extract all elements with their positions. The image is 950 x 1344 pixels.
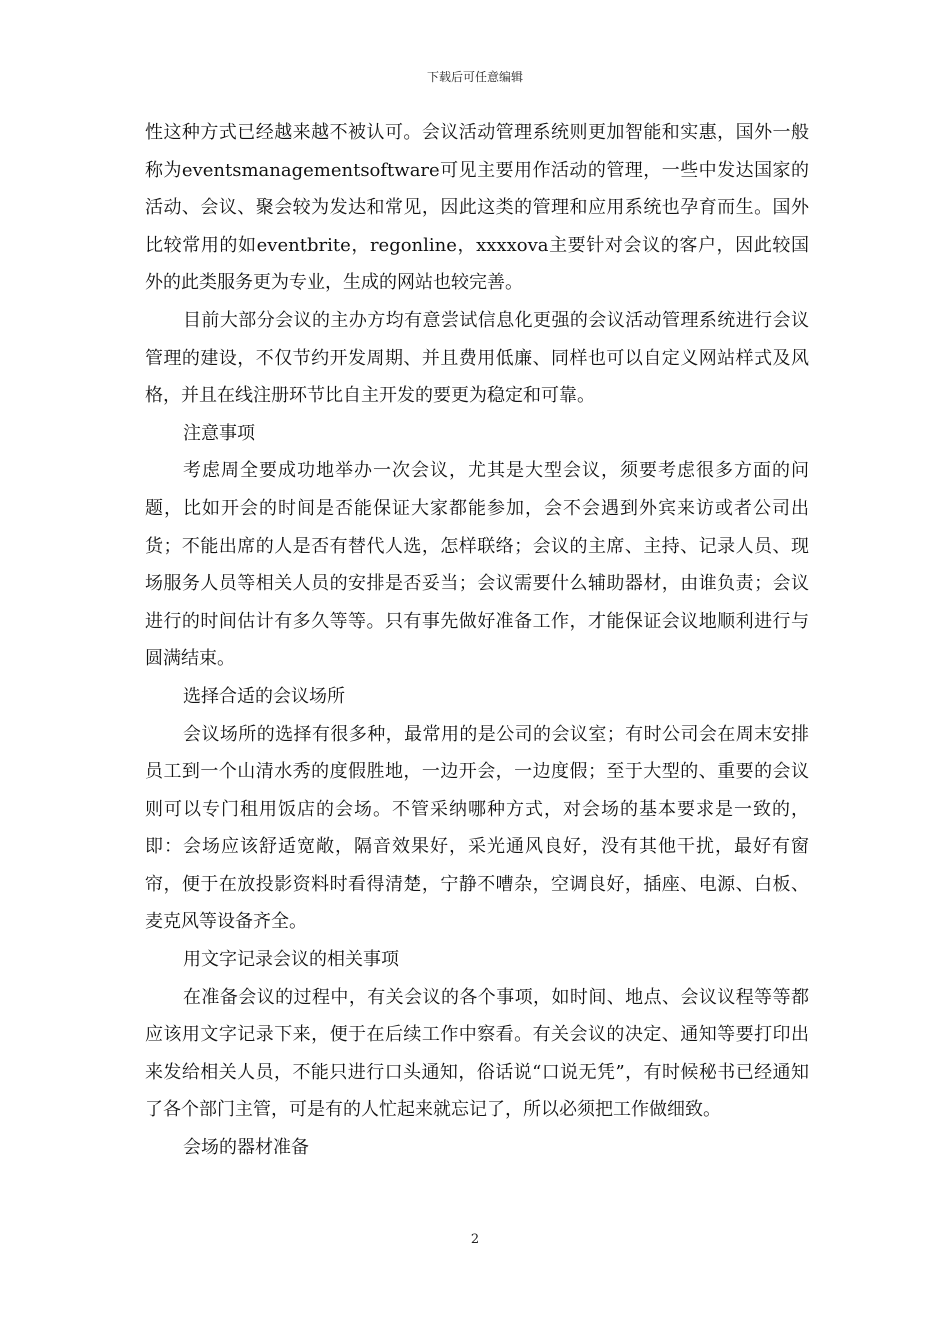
paragraph-current-status: 目前大部分会议的主办方均有意尝试信息化更强的会议活动管理系统进行会议管理的建设，不仅节约开发周期、并且费用低廉、同样也可以自定义网站样式及风格，并且在线注册环节比自主开发的要更为稳定和可靠。 bbox=[145, 309, 809, 407]
page-header: 下载后可任意编辑 bbox=[426, 70, 523, 84]
section-heading-venue: 选择合适的会议场所 bbox=[183, 685, 345, 707]
section-heading-records: 用文字记录会议的相关事项 bbox=[183, 949, 399, 971]
paragraph-venue: 会议场所的选择有很多种，最常用的是公司的会议室；有时公司会在周末安排员工到一个山清水秀的度假胜地，一边开会，一边度假；至于大型的、重要的会议则可以专门租用饭店的会场。不管采纳哪种方式，对会场的基本要求是一致的，即：会场应该舒适宽敞，隔音效果好，采光通风良好，没有其他干扰，最好有窗帘，便于在放投影资料时看得清楚，宁静不嘈杂，空调良好，插座、电源、白板、麦克风等设备齐全。 bbox=[145, 723, 809, 933]
document-body bbox=[145, 114, 809, 1167]
paragraph-records: 在准备会议的过程中，有关会议的各个事项，如时间、地点、会议议程等等都应该用文字记录下来，便于在后续工作中察看。有关会议的决定、通知等要打印出来发给相关人员，不能只进行口头通知，俗话说“口说无凭”，有时候秘书已经通知了各个部门主管，可是有的人忙起来就忘记了，所以必须把工作做细致。 bbox=[145, 986, 809, 1121]
page-number: 2 bbox=[470, 1232, 480, 1247]
paragraph-intro-continued: 性这种方式已经越来越不被认可。会议活动管理系统则更加智能和实惠，国外一般称为eventsmanagementsoftware可见主要用作活动的管理，一些中发达国家的活动、会议、聚会较为发达和常见，因此这类的管理和应用系统也孕育而生。国外比较常用的如eventbrite，regonline，xxxxova主要针对会议的客户，因此较国外的此类服务更为专业，生成的网站也较完善。 bbox=[145, 122, 809, 294]
section-heading-equipment: 会场的器材准备 bbox=[183, 1137, 309, 1159]
section-heading-notes: 注意事项 bbox=[183, 422, 255, 444]
paragraph-considerations: 考虑周全要成功地举办一次会议，尤其是大型会议，须要考虑很多方面的问题，比如开会的时间是否能保证大家都能参加，会不会遇到外宾来访或者公司出货；不能出席的人是否有替代人选，怎样联络；会议的主席、主持、记录人员、现场服务人员等相关人员的安排是否妥当；会议需要什么辅助器材，由谁负责；会议进行的时间估计有多久等等。只有事先做好准备工作，才能保证会议地顺利进行与圆满结束。 bbox=[145, 460, 809, 670]
